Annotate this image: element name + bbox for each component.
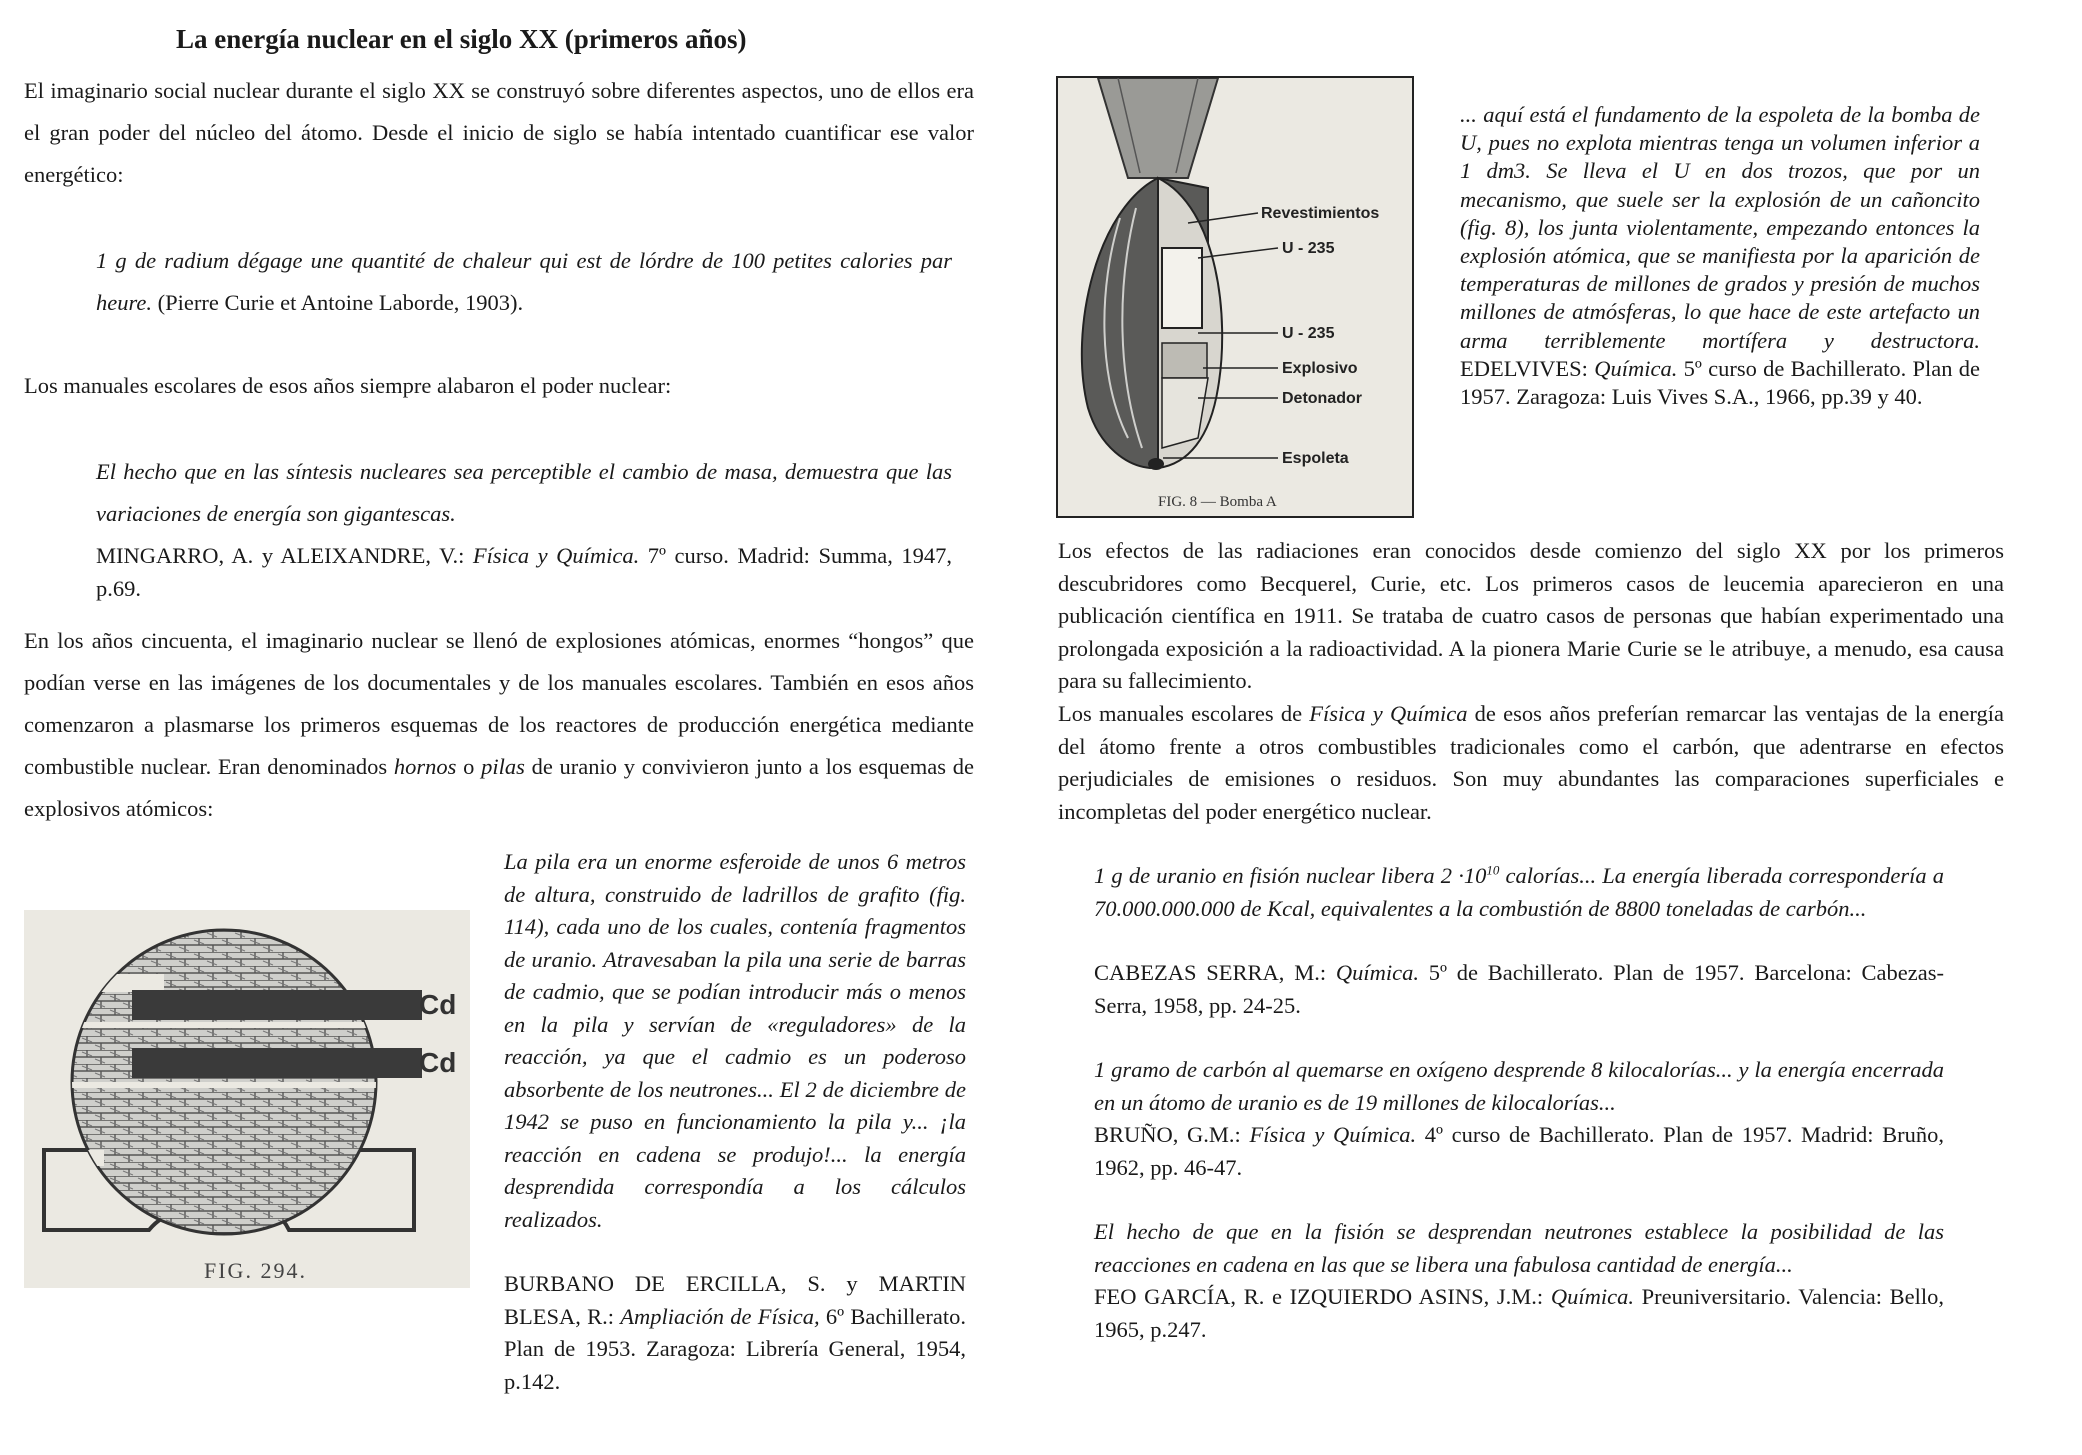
cabezas-cite-rest: 5º de Bachillerato. Plan de 1957. Barcelona: Cabezas-Serra, 1958, pp. 24-25. xyxy=(1094,960,1944,1018)
cabezas-citation xyxy=(1094,957,1944,1022)
cabezas-cite-author: CABEZAS SERRA, M.: xyxy=(1094,960,1336,985)
intro-paragraph: El imaginario social nuclear durante el siglo XX se construyó sobre diferentes aspectos, uno de ellos era el gran poder del núcleo del átomo. Desde el inicio de siglo se había intentado cuantificar ese valor energético: xyxy=(24,78,974,187)
fig294-caption: FIG. 294. xyxy=(204,1258,307,1283)
label-revestimientos: Revestimientos xyxy=(1261,205,1380,222)
pile-diagram xyxy=(24,910,470,1288)
figure-294-pile xyxy=(24,910,470,1288)
cabezas-quote xyxy=(1094,860,1944,925)
bomb-cite-rest: 5º curso de Bachillerato. Plan de 1957. Zaragoza: Luis Vives S.A., 1966, pp.39 y 40. xyxy=(1460,355,1981,410)
label-espoleta: Espoleta xyxy=(1282,450,1349,467)
label-explosivo: Explosivo xyxy=(1282,360,1358,377)
mingarro-cite-rest: 7º curso. Madrid: Summa, 1947, p.69. xyxy=(96,543,952,601)
bomb-quote-text: ... aquí está el fundamento de la espoleta de la bomba de U, pues no explota mientras tenga un volumen inferior a 1 dm3. Se lleva el U en dos trozos, que por un mecanismo, que suele ser la explosión de un cañoncito (fig. 8), los junta violentamente, empezando entonces la explosión atómica, que se manifiesta por la aparición de temperaturas de millones de grados y presión de muchos millones de atmósferas, lo que hace de este artefacto un arma terriblemente mortífera y destructora. xyxy=(1460,102,1980,353)
burbano-citation xyxy=(504,1268,966,1398)
bomb-diagram xyxy=(1058,78,1412,516)
mingarro-cite-title: Física y Química. xyxy=(472,543,640,568)
manuals-intro: Los manuales escolares de esos años siempre alabaron el poder nuclear: xyxy=(24,373,672,398)
bruno-cite-author: BRUÑO, G.M.: xyxy=(1094,1122,1250,1147)
cabezas-quote-b: calorías... La energía liberada correspondería a 70.000.000.000 de Kcal, equivalentes a la combustión de 8800 toneladas de carbón... xyxy=(1094,863,1944,921)
manuals-title: Física y Química xyxy=(1309,701,1468,726)
pila-quote-text: La pila era un enorme esferoide de unos 6 metros de altura, construido de ladrillos de grafito (fig. 114), cada uno de los cuales, contenía fragmentos de uranio. Atravesaban la pila una serie de barras de cadmio, que se podían introducir más o menos en la pila y servían de «reguladores» de la reacción, ya que el cadmio es un poderoso absorbente de los neutrones... El 2 de diciembre de 1942 se puso en funcionamiento la pila y... ¡la reacción en cadena se produjo!... la energía desprendida correspondía a los cálculos realizados. xyxy=(504,849,966,1232)
cadmium-bar-lower xyxy=(132,1048,422,1078)
fig8-caption: FIG. 8 — Bomba A xyxy=(1158,494,1277,510)
mingarro-quote xyxy=(96,451,952,535)
bomb-cite-title: Química. xyxy=(1594,355,1678,381)
bruno-cite-rest: 4º curso de Bachillerato. Plan de 1957. Madrid: Bruño, 1962, pp. 46-47. xyxy=(1094,1122,1944,1180)
bomb-cite-author: EDELVIVES: xyxy=(1460,355,1595,381)
fifties-text-a: En los años cincuenta, el imaginario nuclear se llenó de explosiones atómicas, enormes “hongos” que podían verse en las imágenes de los documentales y de los manuales escolares. También en esos años comenzaron a plasmarse los primeros esquemas de los reactores de producción energética mediante combustible nuclear. Eran denominados xyxy=(24,628,974,779)
bruno-quote xyxy=(1094,1054,1944,1119)
bomb-quote xyxy=(1460,101,1980,411)
cadmium-bar-upper xyxy=(132,990,422,1020)
feo-quote xyxy=(1094,1216,1944,1281)
manuals-text-b: de esos años preferían remarcar las ventajas de la energía del átomo frente a otros combustibles tradicionales como el carbón, que adentrarse en efectos perjudiciales de emisiones o residuos. Son muy abundantes las comparaciones superficiales e incompletas del poder energético nuclear. xyxy=(1058,701,2004,824)
manuals-paragraph xyxy=(1058,698,2004,828)
curie-citation: (Pierre Curie et Antoine Laborde, 1903). xyxy=(157,290,524,315)
cabezas-cite-title: Química. xyxy=(1335,960,1419,985)
label-u235-1: U - 235 xyxy=(1282,240,1335,257)
bruno-cite-title: Física y Química. xyxy=(1249,1122,1417,1147)
cd-label-2: Cd xyxy=(419,1047,457,1078)
curie-quote xyxy=(96,240,952,324)
cd-label-1: Cd xyxy=(419,989,457,1020)
feo-quote-text: El hecho de que en la fisión se desprendan neutrones establece la posibilidad de las reacciones en cadena en las que se libera una fabulosa cantidad de energía... xyxy=(1094,1219,1944,1277)
burbano-cite-rest: 6º Bachillerato. Plan de 1953. Zaragoza: Librería General, 1954, p.142. xyxy=(504,1303,966,1394)
mingarro-cite-author: MINGARRO, A. y ALEIXANDRE, V.: xyxy=(96,543,473,568)
burbano-cite-author: BURBANO DE ERCILLA, S. y MARTIN BLESA, R.: xyxy=(504,1271,966,1329)
label-u235-2: U - 235 xyxy=(1282,325,1335,342)
fifties-hornos: hornos xyxy=(393,754,457,779)
feo-cite-rest: Preuniversitario. Valencia: Bello, 1965, p.247. xyxy=(1094,1284,1944,1342)
feo-cite-author: FEO GARCÍA, R. e IZQUIERDO ASINS, J.M.: xyxy=(1094,1284,1551,1309)
fifties-text-b: de uranio y convivieron junto a los esquemas de explosivos atómicos: xyxy=(24,754,974,821)
cabezas-quote-exponent: 10 xyxy=(1486,862,1500,878)
bruno-quote-text: 1 gramo de carbón al quemarse en oxígeno desprende 8 kilocalorías... y la energía encerrada en un átomo de uranio es de 19 millones de kilocalorías... xyxy=(1094,1057,1944,1115)
page-title: La energía nuclear en el siglo XX (primeros años) xyxy=(176,24,747,54)
mingarro-quote-text: El hecho que en las síntesis nucleares sea perceptible el cambio de masa, demuestra que las variaciones de energía son gigantescas. xyxy=(96,459,952,526)
mingarro-citation xyxy=(96,540,952,605)
fifties-or: o xyxy=(456,754,482,779)
bruno-citation xyxy=(1094,1119,1944,1184)
pila-quote xyxy=(504,846,966,1236)
curie-quote-text: 1 g de radium dégage une quantité de chaleur qui est de lórdre de 100 petites calories par heure. xyxy=(96,248,952,315)
radiation-paragraph: Los efectos de las radiaciones eran conocidos desde comienzo del siglo XX por los primeros descubridores como Becquerel, Curie, etc. Los primeros casos de leucemia aparecieron en una publicación científica en 1911. Se trataba de cuatro casos de personas que habían experimentado una prolongada exposición a la radioactividad. A la pionera Marie Curie se le atribuye, a menudo, esa causa para su fallecimiento. xyxy=(1058,538,2004,694)
label-detonador: Detonador xyxy=(1282,390,1362,407)
burbano-cite-title: Ampliación de Física, xyxy=(620,1303,820,1329)
cabezas-quote-a: 1 g de uranio en fisión nuclear libera 2 ·10 xyxy=(1094,863,1487,888)
figure-8-bomb xyxy=(1056,76,1414,518)
fifties-paragraph xyxy=(24,620,974,830)
feo-cite-title: Química. xyxy=(1550,1284,1634,1309)
manuals-text-a: Los manuales escolares de xyxy=(1058,701,1310,726)
fifties-pilas: pilas xyxy=(481,754,525,779)
feo-citation xyxy=(1094,1281,1944,1346)
